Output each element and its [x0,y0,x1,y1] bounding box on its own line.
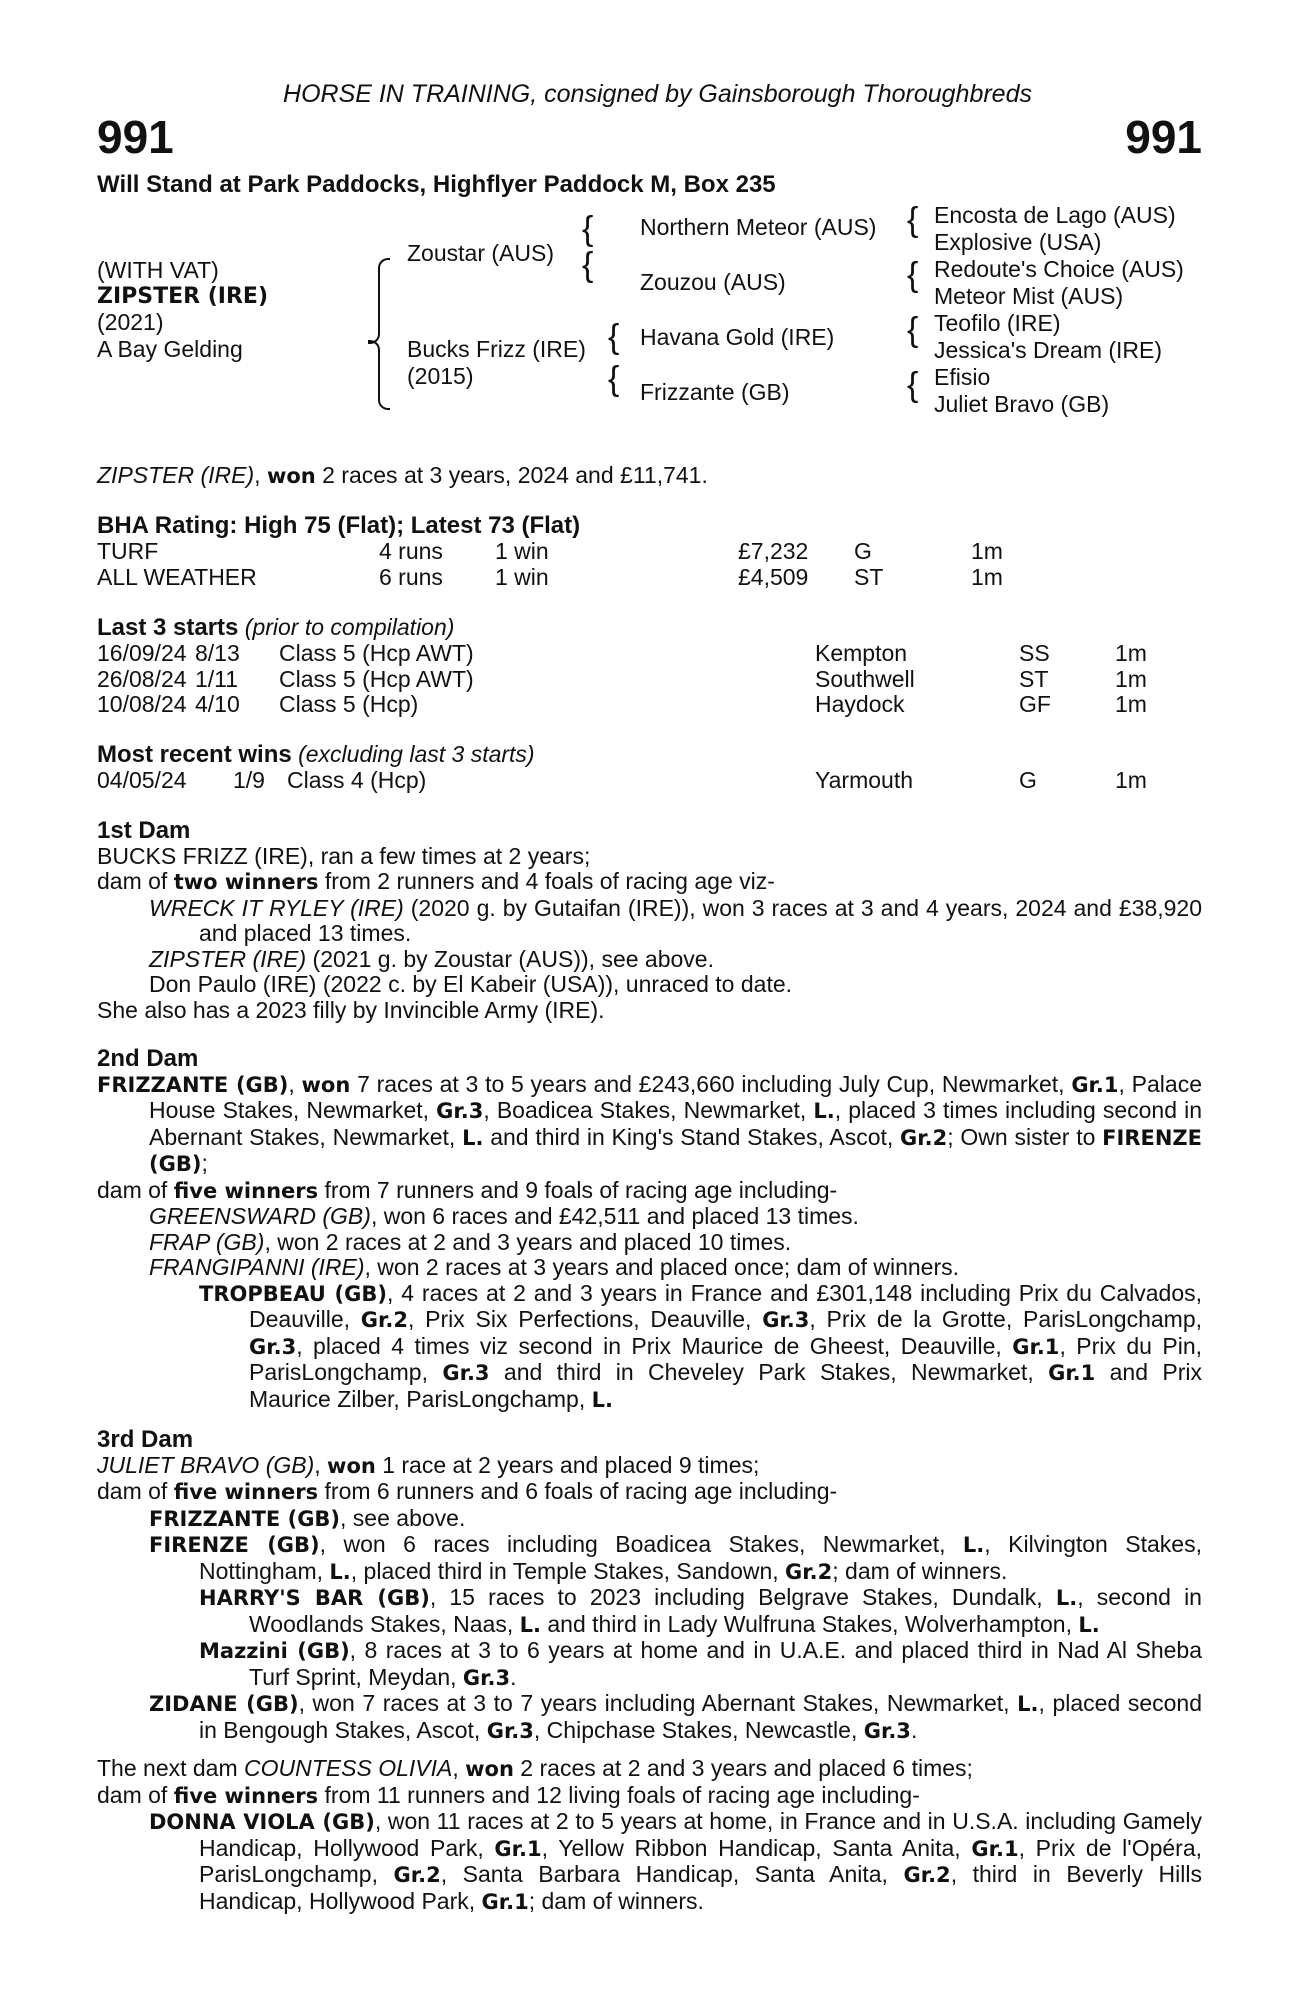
second-dam-record: FRIZZANTE (GB), won 7 races at 3 to 5 years and £243,660 including July Cup, Newmarket, Gr.1, Palace House Stakes, Newmarket, Gr.3, Boadicea Stakes, Newmarket, L., placed 3 times including second in Abernant Stakes, Newmarket, L. and third in King's Stand Stakes, Ascot, Gr.2; Own sister to FIRENZE (GB); [97,1070,1202,1176]
table-row [97,641,1147,667]
dam-year: (2015) [407,363,474,389]
distance: 1m [971,538,1003,564]
prize: £7,232 [738,538,809,564]
table-row [97,539,1003,565]
produce-mazzini: Mazzini (GB), 8 races at 3 to 6 years at home and in U.A.E. and placed third in Nad Al Sheba Turf Sprint, Meydan, Gr.3. [199,1637,1202,1690]
runs: 6 runs [379,563,443,590]
race-course: Southwell [815,665,915,692]
race-date: 10/08/24 [97,691,187,717]
third-dam-produce: dam of five winners from 6 runners and 6 foals of racing age including- [97,1478,838,1504]
runs: 4 runs [379,538,443,564]
produce-greensward: GREENSWARD (GB), won 6 races and £42,511 and placed 13 times. [149,1203,859,1229]
going: ST [854,563,884,590]
race-date: 26/08/24 [97,665,187,692]
produce-frizzante: FRIZZANTE (GB), see above. [149,1504,466,1531]
race-distance: 1m [1115,767,1147,793]
vat-note: (WITH VAT) [97,257,219,283]
dam-sire: Havana Gold (IRE) [640,324,835,350]
second-dam-produce: dam of five winners from 7 runners and 9 foals of racing age including- [97,1176,838,1203]
going: G [854,538,872,564]
catalogue-header: HORSE IN TRAINING, consigned by Gainsborough Thoroughbreds [283,80,1032,108]
race-position: 4/10 [195,691,240,717]
produce-zipster: ZIPSTER (IRE) (2021 g. by Zoustar (AUS)), see above. [149,945,714,972]
sire: Zoustar (AUS) [407,240,554,266]
produce-don-paulo: Don Paulo (IRE) (2022 c. by El Kabeir (USA)), unraced to date. [149,971,793,997]
third-dam-record: JULIET BRAVO (GB), won 1 race at 2 years and placed 9 times; [97,1451,760,1478]
brace-dam-b: { [608,360,620,398]
brace-g78: { [907,366,919,404]
summary-text: 2 races at 3 years, 2024 and £11,741. [315,462,708,488]
produce-zidane: ZIDANE (GB), won 7 races at 3 to 7 years including Abernant Stakes, Newmarket, L., placed second in Bengough Stakes, Ascot, Gr.3, Chipchase Stakes, Newcastle, Gr.3. [149,1690,1202,1743]
produce-wreck-it-ryley: WRECK IT RYLEY (IRE) (2020 g. by Gutaifan (IRE)), won 3 races at 3 and 4 years, 2024 and £38,920 and placed 13 times. [149,894,1202,946]
lot-number-right: 991 [1125,111,1202,163]
bha-rating-title: BHA Rating: High 75 (Flat); Latest 73 (Flat) [97,512,581,539]
race-class: Class 4 (Hcp) [287,767,427,793]
second-dam-section [97,1046,1202,1413]
dam-dam: Frizzante (GB) [640,379,790,405]
horse-description: A Bay Gelding [97,336,243,362]
grandsire-2: Redoute's Choice (AUS) [934,256,1184,282]
race-date: 04/05/24 [97,767,187,793]
first-dam-produce: dam of two winners from 2 runners and 4 foals of racing age viz- [97,868,775,894]
granddam-3: Jessica's Dream (IRE) [934,337,1163,363]
produce-frangipanni: FRANGIPANNI (IRE), won 2 races at 3 years and placed once; dam of winners. [149,1254,960,1280]
table-row [97,768,1147,794]
rating-table [97,539,1003,590]
produce-tropbeau: TROPBEAU (GB), 4 races at 2 and 3 years in France and £301,148 including Prix du Calvados, Deauville, Gr.2, Prix Six Perfections, Deauville, Gr.3, Prix de la Grotte, ParisLongchamp, Gr.3, placed 4 times viz second in Prix Maurice de Gheest, Deauville, Gr.1, Prix du Pin, ParisLongchamp, Gr.3 and third in Cheveley Park Stakes, Newmarket, Gr.1 and Prix Maurice Zilber, ParisLongchamp, L. [199,1279,1203,1412]
race-going: SS [1019,640,1050,666]
next-dam-section [97,1756,1202,1915]
surface: ALL WEATHER [97,563,257,590]
stand-location: Will Stand at Park Paddocks, Highflyer Paddock M, Box 235 [97,171,776,198]
race-class: Class 5 (Hcp AWT) [279,665,474,692]
race-date: 16/09/24 [97,640,187,666]
wins: 1 win [495,563,549,590]
grandsire-4: Efisio [934,364,991,390]
distance: 1m [971,563,1003,590]
grandsire-1: Encosta de Lago (AUS) [934,202,1176,228]
brace-sire-b: { [582,246,594,284]
race-summary: ZIPSTER (IRE), won 2 races at 3 years, 2024 and £11,741. [97,462,708,488]
recent-wins-note: (excluding last 3 starts) [298,741,535,767]
table-row [97,565,1003,591]
recent-wins-table [97,768,1147,794]
granddam-4: Juliet Bravo (GB) [934,391,1110,417]
next-dam-record: The next dam COUNTESS OLIVIA, won 2 races at 2 and 3 years and placed 6 times; [97,1755,973,1781]
last-starts-table [97,641,1147,718]
lot-number-left: 991 [97,111,174,163]
granddam-2: Meteor Mist (AUS) [934,283,1124,309]
next-dam-produce: dam of five winners from 11 runners and 12 living foals of racing age including- [97,1781,920,1808]
race-course: Yarmouth [815,767,914,793]
produce-donna-viola: DONNA VIOLA (GB), won 11 races at 2 to 5 years at home, in France and in U.S.A. including Gamely Handicap, Hollywood Park, Gr.1, Yellow Ribbon Handicap, Santa Anita, Gr.1, Prix de l'Opéra, ParisLongchamp, Gr.2, Santa Barbara Handicap, Santa Anita, Gr.2, third in Beverly Hills Handicap, Hollywood Park, Gr.1; dam of winners. [149,1808,1203,1914]
produce-2023-filly: She also has a 2023 filly by Invincible Army (IRE). [97,996,605,1023]
recent-wins-title: Most recent wins [97,741,292,768]
recent-wins-heading [97,742,535,768]
prize: £4,509 [738,563,809,590]
brace-g56: { [907,311,919,349]
wins: 1 win [495,538,549,564]
dam: Bucks Frizz (IRE) [407,336,586,362]
third-dam-title: 3rd Dam [97,1426,194,1453]
surface: TURF [97,538,159,564]
race-class: Class 5 (Hcp) [279,691,419,717]
race-course: Kempton [815,640,908,666]
first-dam-title: 1st Dam [97,817,191,844]
race-class: Class 5 (Hcp AWT) [279,640,474,666]
race-course: Haydock [815,691,905,717]
race-position: 8/13 [195,640,240,666]
granddam-1: Explosive (USA) [934,229,1102,255]
race-distance: 1m [1115,665,1147,692]
first-dam-line: BUCKS FRIZZ (IRE), ran a few times at 2 years; [97,842,591,869]
brace-g34: { [907,256,919,294]
race-position: 1/11 [195,665,239,692]
produce-frap: FRAP (GB), won 2 races at 2 and 3 years and placed 10 times. [149,1228,792,1255]
third-dam-section [97,1427,1202,1744]
last-starts-heading [97,615,454,641]
second-dam-title: 2nd Dam [97,1045,199,1072]
horse-year: (2021) [97,309,164,335]
sire-sire: Northern Meteor (AUS) [640,214,877,240]
table-row [97,667,1147,693]
race-distance: 1m [1115,640,1147,666]
horse-name: ZIPSTER (IRE) [97,284,269,309]
race-going: G [1019,767,1037,793]
race-going: GF [1019,691,1051,717]
race-position: 1/9 [233,767,265,793]
brace-sire: { [582,210,594,248]
table-row [97,692,1147,718]
brace-g12: { [907,201,919,239]
produce-firenze: FIRENZE (GB), won 6 races including Boadicea Stakes, Newmarket, L., Kilvington Stakes, Nottingham, L., placed third in Temple Stakes, Sandown, Gr.2; dam of winners. [149,1531,1202,1584]
race-distance: 1m [1115,691,1147,717]
last-starts-title: Last 3 starts [97,614,239,641]
last-starts-note: (prior to compilation) [244,614,455,640]
summary-won: won [266,464,316,488]
brace-dam: { [608,318,620,356]
race-going: ST [1019,665,1049,692]
sire-dam: Zouzou (AUS) [640,269,786,295]
produce-harrys-bar: HARRY'S BAR (GB), 15 races to 2023 including Belgrave Stakes, Dundalk, L., second in Woodlands Stakes, Naas, L. and third in Lady Wulfruna Stakes, Wolverhampton, L. [199,1584,1202,1637]
summary-name: ZIPSTER (IRE) [97,462,255,488]
first-dam-section [97,818,1202,1023]
grandsire-3: Teofilo (IRE) [934,310,1061,336]
